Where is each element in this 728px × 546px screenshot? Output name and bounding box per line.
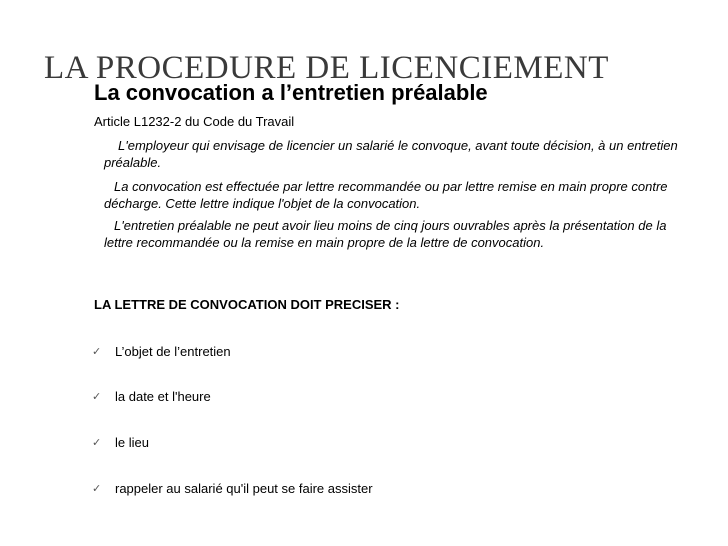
check-icon: ✓ [92,483,102,495]
check-icon: ✓ [92,346,102,358]
article-reference: Article L1232-2 du Code du Travail [94,114,295,129]
paragraph-delivery: La convocation est effectuée par lettre recommandée ou par lettre remise en main propre contre décharge. Cette lettre indique l'objet de la convocation. [104,179,668,211]
slide-subtitle: La convocation a l’entretien préalable [94,80,488,105]
check-icon: ✓ [92,437,102,449]
slide-title: LA PROCEDURE DE LICENCIEMENT [44,50,609,86]
section-heading: LA LETTRE DE CONVOCATION DOIT PRECISER : [94,297,400,312]
paragraph-delay: L'entretien préalable ne peut avoir lieu moins de cinq jours ouvrables après la présentation de la lettre recommandée ou la remise en main propre de la lettre de convocation. [104,218,667,250]
paragraph-convocation: L'employeur qui envisage de licencier un salarié le convoque, avant toute décision, à un entretien préalable. [104,138,678,170]
checklist-item-label: rappeler au salarié qu'il peut se faire assister [115,481,373,496]
checklist-item-label: L’objet de l’entretien [115,344,231,359]
checklist-item-label: le lieu [115,435,149,450]
checklist-item-label: la date et l'heure [115,389,211,404]
check-icon: ✓ [92,391,102,403]
